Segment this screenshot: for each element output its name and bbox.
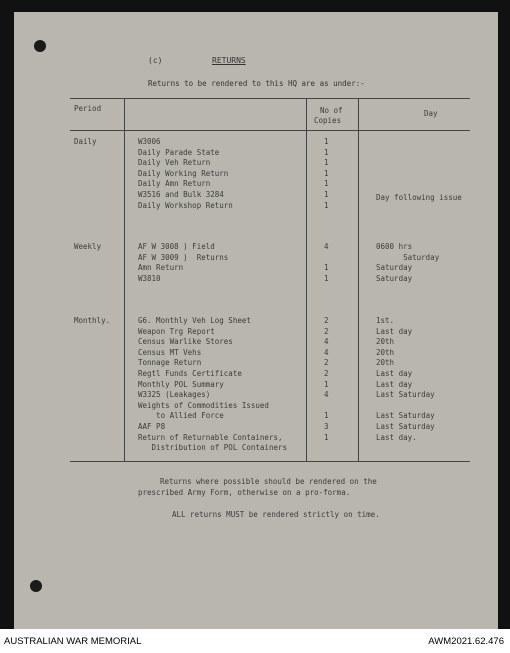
return-item: Daily Workshop Return [138, 200, 233, 210]
note-line-3: ALL returns MUST be rendered strictly on time. [172, 510, 380, 519]
day-value: Saturday [376, 252, 440, 262]
return-item: Monthly POL Summary [138, 379, 224, 389]
table-header-rule [70, 130, 470, 131]
copies-value: 1 [324, 158, 329, 168]
column-header-copies-line2: Copies [314, 116, 342, 125]
copies-value: 1 [324, 200, 329, 210]
table-divider-3 [358, 98, 359, 461]
copies-value: 2 [324, 369, 329, 378]
day-value: Last Saturday [376, 422, 435, 431]
table-bottom-rule [70, 461, 470, 462]
copies-value: 2 [324, 358, 329, 368]
return-item: W3810 [138, 273, 161, 283]
copies-value: 1 [324, 263, 329, 273]
return-item: Daily Amn Return [138, 179, 211, 189]
copies-value: 1 [324, 432, 329, 442]
day-value: 20th [376, 358, 395, 368]
return-item: Weapon Trg Report [138, 326, 215, 336]
table-divider-1 [124, 98, 125, 461]
copies-value: 1 [324, 137, 329, 146]
day-value: 20th [376, 347, 395, 357]
table-divider-2 [306, 98, 307, 461]
footer-accession-number: AWM2021.62.476 [428, 636, 504, 647]
note-line-2: prescribed Army Form, otherwise on a pro-forma. [138, 488, 351, 497]
document-title: RETURNS [212, 56, 246, 65]
day-value: Day following issue [376, 193, 462, 202]
return-item: Return of Returnable Containers, [138, 432, 283, 442]
day-value: Last Saturday [376, 390, 435, 400]
footer-institution: AUSTRALIAN WAR MEMORIAL [4, 636, 142, 647]
copies-value: 4 [324, 347, 329, 357]
copies-value: 1 [324, 168, 329, 178]
return-item: W3325 (Leakages) [138, 390, 211, 400]
copies-value: 1 [324, 273, 329, 283]
document-page [14, 12, 498, 629]
day-value: Last day [376, 326, 413, 336]
day-value: Last day. [376, 432, 417, 442]
copies-value: 1 [324, 411, 329, 421]
return-item: Tonnage Return [138, 358, 202, 368]
copies-value: 1 [324, 147, 329, 157]
return-item: Census MT Vehs [138, 347, 202, 357]
return-item: AF W 3009 ) Returns [138, 252, 229, 262]
day-value: 1st. [376, 316, 395, 325]
day-value: Saturday [376, 263, 413, 273]
copies-value: 2 [324, 316, 329, 325]
return-item: G6. Monthly Veh Log Sheet [138, 316, 251, 325]
return-item: to Allied Force [138, 411, 224, 421]
return-item: W3006 [138, 137, 161, 146]
copies-value: 3 [324, 422, 329, 431]
day-value: Last day [376, 379, 413, 389]
period-daily: Daily [74, 137, 97, 146]
table-top-rule [70, 98, 470, 99]
period-weekly: Weekly [74, 242, 102, 251]
punch-hole-top [34, 40, 46, 52]
return-item: AF W 3008 ) Field [138, 242, 215, 251]
day-value: Saturday [376, 273, 413, 283]
return-item: Daily Working Return [138, 168, 229, 178]
copies-value: 4 [324, 337, 329, 347]
return-item: Distribution of POL Containers [138, 443, 288, 453]
day-value: Last day [376, 369, 413, 378]
return-item: Amn Return [138, 263, 184, 273]
period-monthly: Monthly. [74, 316, 111, 325]
copies-value: 1 [324, 179, 329, 189]
return-item: Census Warlike Stores [138, 337, 233, 347]
return-item: W3516 and Bulk 3284 [138, 190, 224, 199]
archive-footer [0, 629, 510, 653]
copies-value: 4 [324, 390, 329, 400]
day-value: 0600 hrs [376, 242, 413, 251]
return-item: Regtl Funds Certificate [138, 369, 242, 378]
return-item: AAF P8 [138, 422, 166, 431]
day-value: Last Saturday [376, 411, 435, 421]
column-header-copies-line1: No of [320, 106, 343, 115]
punch-hole-bottom [30, 580, 42, 592]
copies-value: 1 [324, 190, 329, 199]
copies-value: 4 [324, 242, 329, 251]
copies-value: 2 [324, 326, 329, 336]
copies-value: 1 [324, 379, 329, 389]
column-header-period: Period [74, 104, 102, 113]
return-item: Daily Parade State [138, 147, 220, 157]
section-label: (c) [148, 56, 163, 65]
column-header-day: Day [424, 109, 438, 118]
note-line-1: Returns where possible should be rendered on the [160, 477, 377, 486]
intro-text: Returns to be rendered to this HQ are as under:- [148, 79, 365, 88]
day-value: 20th [376, 337, 395, 347]
return-item: Weights of Commodities Issued [138, 400, 269, 410]
return-item: Daily Veh Return [138, 158, 211, 168]
